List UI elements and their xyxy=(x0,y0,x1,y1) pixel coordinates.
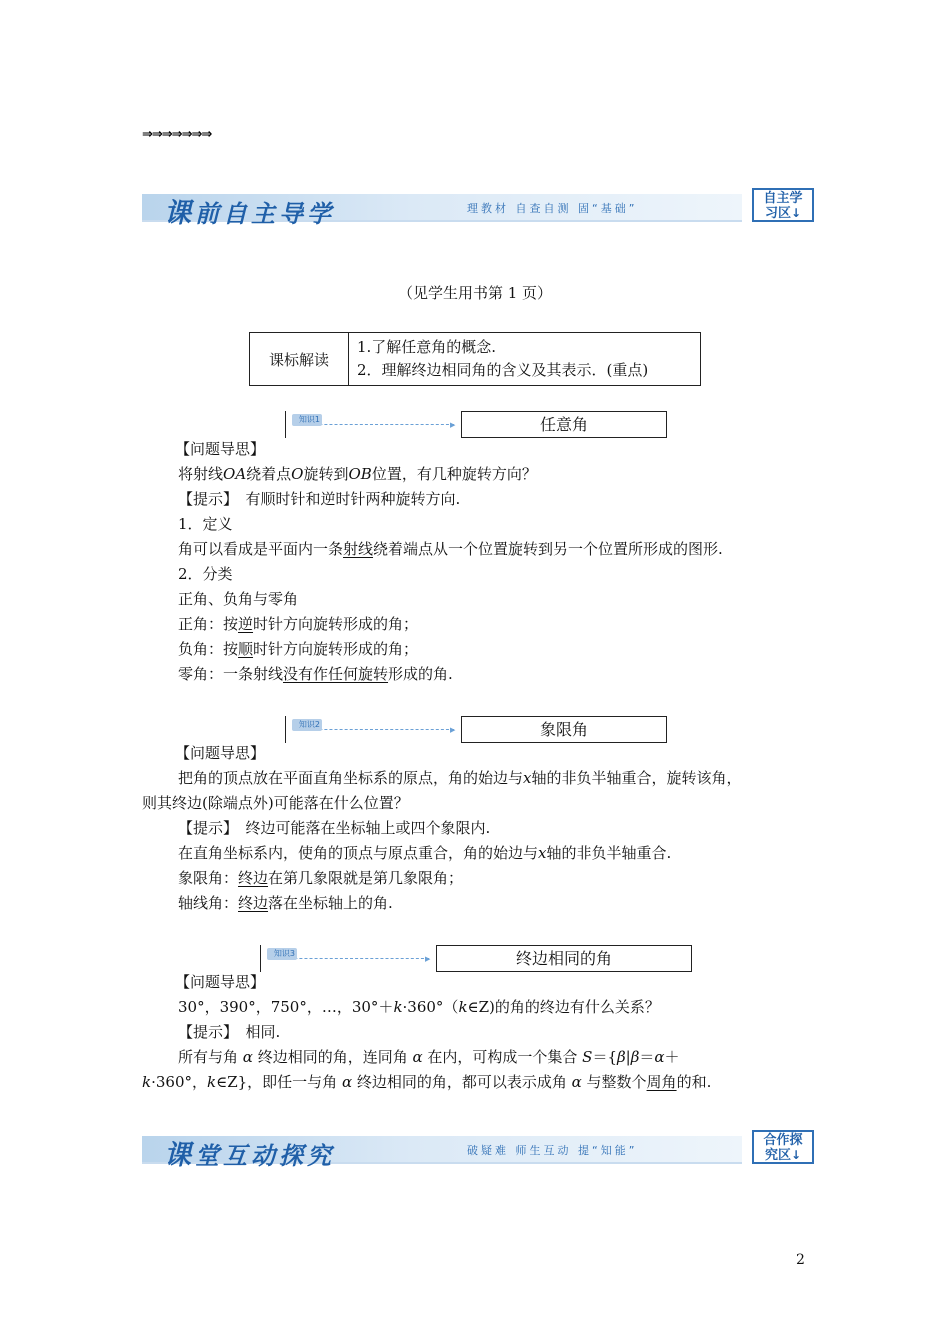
kp-title: 终边相同的角 xyxy=(436,945,692,972)
banner-title xyxy=(164,191,335,230)
knowledge-point-header xyxy=(285,716,667,743)
kp-tab xyxy=(285,411,462,438)
banner-tag xyxy=(752,1130,814,1164)
arrow-tip-icon: ▶ xyxy=(425,955,431,963)
banner-title-rest: 堂互动探究 xyxy=(195,1141,335,1170)
hint-label: 【提示】 xyxy=(178,1023,231,1041)
positive-angle-text: 正角：按逆时针方向旋转形成的角； xyxy=(178,615,419,633)
banner-subtitle: 破疑难 师生互动 提“知能” xyxy=(467,1144,638,1157)
banner-tag-line2: 究区 xyxy=(764,1148,791,1163)
set-definition-text-cont: k·360°，k∈Z}，即任一与角 α 终边相同的角，都可以表示成角 α 与整数个周角的和. xyxy=(142,1073,712,1091)
question-text: 把角的顶点放在平面直角坐标系的原点，角的始边与x轴的非负半轴重合，旋转该角， xyxy=(178,769,742,787)
question-text: 30°，390°，750°，…，30°＋k·360°（k∈Z)的角的终边有什么关系？ xyxy=(178,998,660,1016)
negative-angle-text: 负角：按顺时针方向旋转形成的角； xyxy=(178,640,419,658)
body-paragraph: 在直角坐标系内，使角的顶点与原点重合，角的始边与x轴的非负半轴重合. xyxy=(178,844,672,862)
page-number: 2 xyxy=(796,1252,805,1268)
banner-tag-line2: 习区 xyxy=(764,206,791,221)
set-definition-text: 所有与角 α 终边相同的角，连同角 α 在内，可构成一个集合 S＝{β|β＝α＋ xyxy=(178,1048,680,1066)
banner-title-first: 课 xyxy=(164,1140,195,1171)
objectives-table xyxy=(249,332,701,386)
definition-heading: 1．定义 xyxy=(178,515,233,533)
arrow-tip-icon: ▶ xyxy=(450,726,456,734)
kp-title: 任意角 xyxy=(461,411,667,438)
down-arrow-icon: ↓ xyxy=(790,1148,802,1162)
kp-tab xyxy=(285,716,462,743)
knowledge-point-header xyxy=(285,411,667,438)
hint-paragraph: 【提示】 相同. xyxy=(178,1023,281,1041)
kp-number-badge: 知识1 xyxy=(292,414,322,426)
definition-text: 角可以看成是平面内一条射线绕着端点从一个位置旋转到另一个位置所形成的图形. xyxy=(178,540,723,558)
quadrant-angle-text: 象限角：终边在第几象限就是第几象限角； xyxy=(178,869,464,887)
section-banner-classroom xyxy=(142,1130,814,1171)
banner-tag xyxy=(752,188,814,222)
axis-angle-text: 轴线角：终边落在坐标轴上的角. xyxy=(178,894,393,912)
question-text: 将射线OA绕着点O旋转到OB位置，有几种旋转方向？ xyxy=(178,465,537,483)
objectives-label: 课标解读 xyxy=(250,333,349,386)
kp-title: 象限角 xyxy=(461,716,667,743)
question-guide-heading: 【问题导思】 xyxy=(175,440,266,458)
question-guide-heading: 【问题导思】 xyxy=(175,744,266,762)
hint-paragraph: 【提示】 终边可能落在坐标轴上或四个象限内. xyxy=(178,819,491,837)
kp-tab xyxy=(260,945,437,972)
objective-item: 1.了解任意角的概念. xyxy=(357,338,497,356)
banner-title-rest: 前自主导学 xyxy=(195,199,335,228)
classification-subheading: 正角、负角与零角 xyxy=(178,590,299,608)
down-arrow-icon: ↓ xyxy=(790,206,802,220)
objectives-content xyxy=(349,333,701,386)
question-text-cont: 则其终边(除端点外)可能落在什么位置？ xyxy=(142,794,409,812)
arrow-tip-icon: ▶ xyxy=(450,421,456,429)
banner-title-first: 课 xyxy=(164,198,195,229)
banner-title xyxy=(164,1133,335,1172)
page-reference: （见学生用书第 1 页） xyxy=(397,284,553,302)
section-banner-preview xyxy=(142,188,814,229)
hint-label: 【提示】 xyxy=(178,490,231,508)
classification-heading: 2．分类 xyxy=(178,565,233,583)
banner-subtitle: 理教材 自查自测 固“基础” xyxy=(467,202,638,215)
question-guide-heading: 【问题导思】 xyxy=(175,973,266,991)
hint-label: 【提示】 xyxy=(178,819,231,837)
kp-number-badge: 知识3 xyxy=(267,948,297,960)
banner-tag-line1: 自主学 xyxy=(763,191,803,206)
banner-tag-line1: 合作探 xyxy=(763,1133,803,1148)
arrow-row: ⇒⇒⇒⇒⇒⇒⇒ xyxy=(142,127,212,142)
objective-item: 2．理解终边相同角的含义及其表示．(重点) xyxy=(357,361,649,379)
knowledge-point-header xyxy=(260,945,692,972)
hint-paragraph: 【提示】 有顺时针和逆时针两种旋转方向. xyxy=(178,490,461,508)
zero-angle-text: 零角：一条射线没有作任何旋转形成的角. xyxy=(178,665,453,683)
kp-number-badge: 知识2 xyxy=(292,719,322,731)
